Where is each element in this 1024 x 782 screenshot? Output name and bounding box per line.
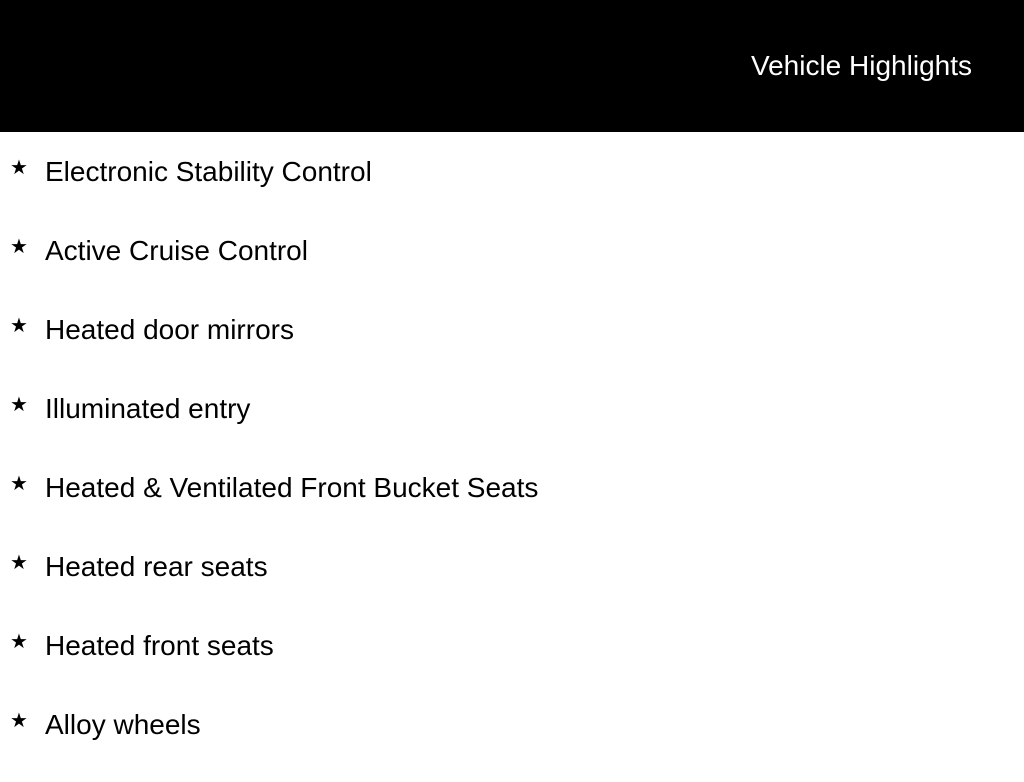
vehicle-highlights-list: [0, 150, 1024, 782]
list-item: [0, 308, 1024, 387]
feature-label: Illuminated entry: [45, 393, 251, 424]
feature-label: Alloy wheels: [45, 709, 201, 740]
star-icon: ★: [10, 631, 28, 653]
list-item: [0, 703, 1024, 782]
header-banner: [0, 0, 1024, 132]
list-item: [0, 624, 1024, 703]
feature-label: Heated rear seats: [45, 551, 268, 582]
list-item: [0, 545, 1024, 624]
list-item: [0, 229, 1024, 308]
feature-label: Heated front seats: [45, 630, 274, 661]
star-icon: ★: [10, 473, 28, 495]
star-icon: ★: [10, 236, 28, 258]
star-icon: ★: [10, 394, 28, 416]
list-item: [0, 387, 1024, 466]
star-icon: ★: [10, 315, 28, 337]
star-icon: ★: [10, 710, 28, 732]
feature-label: Active Cruise Control: [45, 235, 308, 266]
page-title: Vehicle Highlights: [750, 50, 972, 81]
star-icon: ★: [10, 157, 28, 179]
list-item: [0, 466, 1024, 545]
feature-label: Heated door mirrors: [45, 314, 294, 345]
feature-label: Heated & Ventilated Front Bucket Seats: [45, 472, 539, 503]
list-item: [0, 150, 1024, 229]
star-icon: ★: [10, 552, 28, 574]
feature-label: Electronic Stability Control: [45, 156, 372, 187]
